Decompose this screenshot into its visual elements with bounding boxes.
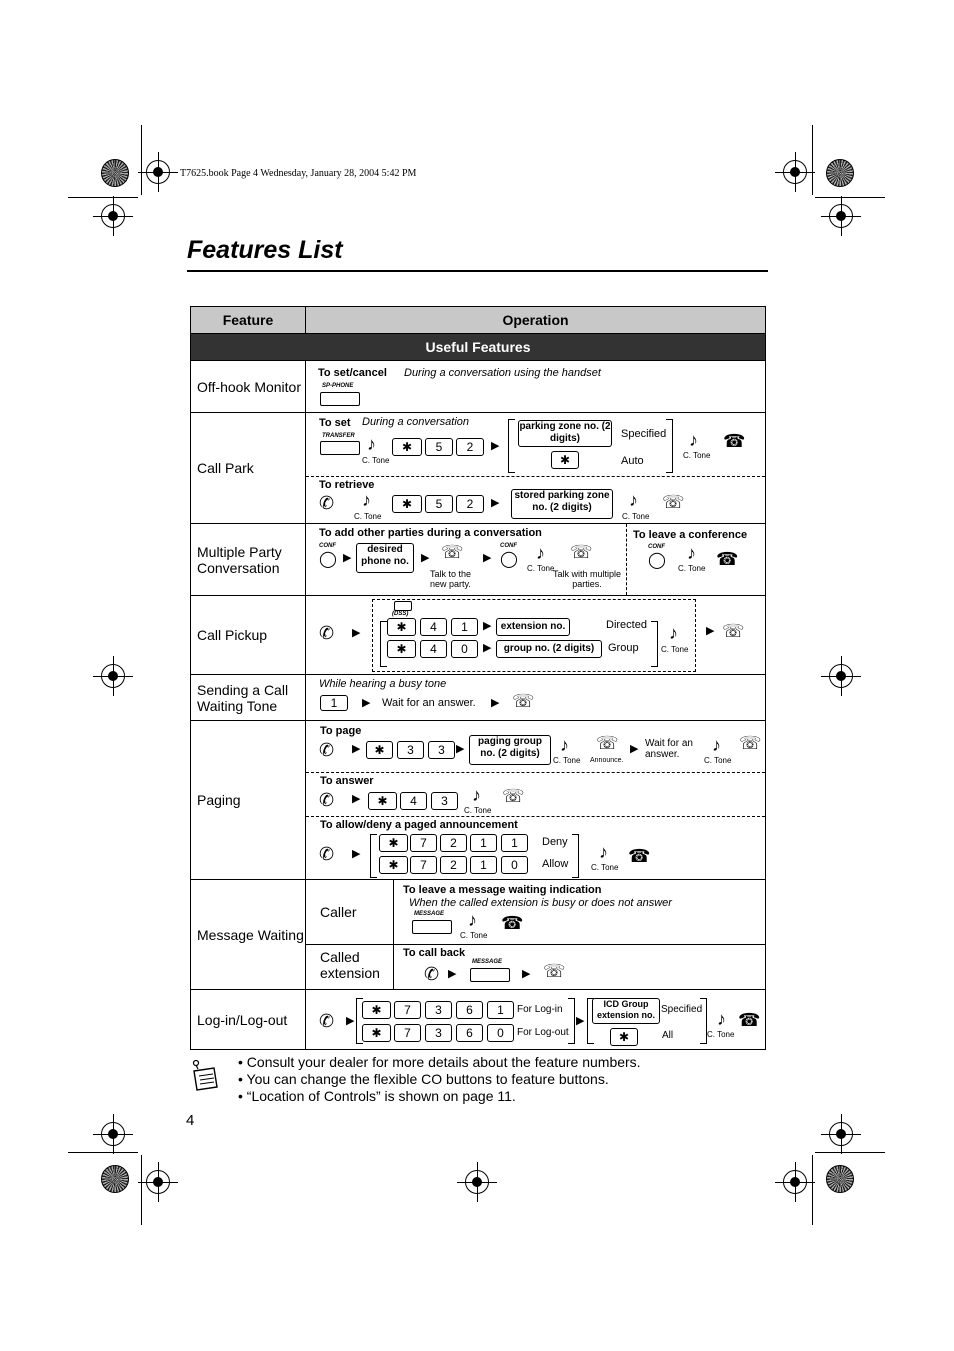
talk-icon: ☏ bbox=[739, 733, 762, 753]
registration-sunburst bbox=[101, 159, 129, 187]
registration-target bbox=[783, 160, 807, 184]
arrow-icon: ▶ bbox=[491, 697, 500, 709]
music-note-icon: ♪ bbox=[687, 543, 696, 563]
parking-zone-box: parking zone no. (2 digits) bbox=[518, 420, 612, 447]
key-star: ✱ bbox=[379, 856, 408, 874]
c-tone-label: C. Tone bbox=[591, 863, 619, 872]
music-note-icon: ♪ bbox=[669, 623, 678, 643]
dashed-separator bbox=[306, 476, 765, 477]
music-note-icon: ♪ bbox=[599, 842, 608, 862]
bracket bbox=[651, 621, 658, 667]
key-6: 6 bbox=[456, 1001, 483, 1019]
key-star: ✱ bbox=[392, 438, 422, 456]
arrow-icon: ▶ bbox=[483, 642, 492, 654]
registration-target bbox=[101, 664, 125, 688]
key-star: ✱ bbox=[362, 1024, 391, 1042]
feature-name: Paging bbox=[191, 721, 306, 880]
instruction-note: When the called extension is busy or does not answer bbox=[409, 897, 672, 909]
page-title: Features List bbox=[187, 236, 343, 264]
handset-on-hook-icon: ☎ bbox=[738, 1010, 761, 1030]
key-1: 1 bbox=[470, 834, 497, 852]
arrow-icon: ▶ bbox=[352, 627, 361, 639]
handset-off-hook-icon: ✆ bbox=[319, 493, 335, 513]
handset-off-hook-icon: ✆ bbox=[319, 1011, 335, 1031]
registration-target bbox=[101, 204, 125, 228]
page-number: 4 bbox=[186, 1112, 195, 1129]
dashed-separator bbox=[626, 524, 627, 595]
arrow-icon: ▶ bbox=[491, 497, 500, 509]
key-1: 1 bbox=[501, 834, 528, 852]
talk-icon: ☏ bbox=[596, 733, 619, 753]
music-note-icon: ♪ bbox=[712, 735, 721, 755]
c-tone-label: C. Tone bbox=[704, 756, 732, 765]
transfer-button bbox=[320, 441, 360, 455]
option-label: For Log-in bbox=[517, 1004, 563, 1015]
feature-name: Call Pickup bbox=[191, 596, 306, 675]
key-7: 7 bbox=[394, 1024, 421, 1042]
music-note-icon: ♪ bbox=[472, 785, 481, 805]
button-label: CONF bbox=[319, 543, 336, 549]
bracket bbox=[666, 419, 673, 473]
crop-mark bbox=[815, 1152, 885, 1153]
operation-cell bbox=[306, 413, 766, 524]
arrow-icon: ▶ bbox=[421, 552, 430, 564]
key-2: 2 bbox=[440, 834, 467, 852]
instruction-label: To allow/deny a paged announcement bbox=[320, 819, 518, 831]
key-1: 1 bbox=[320, 695, 348, 711]
key-star: ✱ bbox=[551, 451, 579, 469]
column-header-feature: Feature bbox=[191, 307, 306, 334]
key-3: 3 bbox=[397, 741, 424, 759]
key-5: 5 bbox=[425, 438, 453, 456]
music-note-icon: ♪ bbox=[362, 490, 371, 510]
feature-name: Message Waiting bbox=[191, 880, 306, 990]
c-tone-label: C. Tone bbox=[553, 756, 581, 765]
crop-mark bbox=[812, 125, 813, 195]
instruction-note: During a conversation bbox=[362, 416, 470, 428]
instruction-label: To retrieve bbox=[319, 479, 375, 491]
c-tone-label: C. Tone bbox=[661, 645, 689, 654]
operation-cell bbox=[306, 596, 766, 675]
operation-cell bbox=[306, 675, 766, 721]
sub-row-label: Caller bbox=[320, 904, 357, 920]
notepad-icon bbox=[190, 1059, 220, 1091]
note-line: • Consult your dealer for more details about the feature numbers. bbox=[238, 1054, 641, 1070]
option-label: For Log-out bbox=[517, 1027, 569, 1038]
talk-icon: ☏ bbox=[512, 691, 535, 711]
c-tone-label: C. Tone bbox=[622, 512, 650, 521]
talk-icon: ☏ bbox=[502, 786, 525, 806]
operation-cell bbox=[306, 721, 766, 880]
handset-off-hook-icon: ✆ bbox=[319, 740, 335, 760]
key-5: 5 bbox=[425, 495, 453, 513]
arrow-icon: ▶ bbox=[522, 968, 531, 980]
button-label: MESSAGE bbox=[414, 911, 445, 917]
title-rule bbox=[187, 270, 768, 272]
key-7: 7 bbox=[410, 834, 437, 852]
option-label: Allow bbox=[542, 858, 569, 870]
message-button bbox=[412, 920, 452, 934]
crop-mark bbox=[68, 1152, 138, 1153]
key-0: 0 bbox=[451, 640, 478, 658]
icd-group-box: ICD Group extension no. bbox=[592, 998, 660, 1024]
registration-target bbox=[146, 160, 170, 184]
instruction-label: To set/cancel bbox=[318, 367, 387, 379]
talk-icon: ☏ bbox=[662, 492, 685, 512]
feature-name: Off-hook Monitor bbox=[191, 361, 306, 413]
sub-divider-horizontal bbox=[306, 944, 765, 945]
key-star: ✱ bbox=[362, 1001, 391, 1019]
arrow-icon: ▶ bbox=[483, 620, 492, 632]
crop-mark bbox=[141, 1155, 142, 1225]
talk-icon: ☏ bbox=[441, 542, 464, 562]
caption: Talk to the new party. bbox=[430, 569, 472, 589]
arrow-icon: ▶ bbox=[362, 697, 371, 709]
arrow-icon: ▶ bbox=[352, 848, 361, 860]
dss-button bbox=[394, 601, 412, 611]
arrow-icon: ▶ bbox=[630, 743, 639, 755]
registration-target bbox=[101, 1122, 125, 1146]
arrow-icon: ▶ bbox=[483, 552, 492, 564]
handset-off-hook-icon: ✆ bbox=[424, 964, 440, 984]
arrow-icon: ▶ bbox=[352, 743, 361, 755]
key-7: 7 bbox=[394, 1001, 421, 1019]
c-tone-label: C. Tone bbox=[683, 451, 711, 460]
stored-zone-box: stored parking zone no. (2 digits) bbox=[511, 489, 613, 519]
music-note-icon: ♪ bbox=[468, 910, 477, 930]
c-tone-label: C. Tone bbox=[362, 456, 390, 465]
registration-sunburst bbox=[826, 159, 854, 187]
key-0: 0 bbox=[487, 1024, 514, 1042]
instruction-label: To set bbox=[319, 417, 351, 429]
key-star: ✱ bbox=[368, 792, 397, 810]
registration-target bbox=[829, 664, 853, 688]
feature-name: Sending a Call Waiting Tone bbox=[191, 675, 306, 721]
crop-mark bbox=[815, 197, 885, 198]
key-1: 1 bbox=[451, 618, 478, 636]
arrow-icon: ▶ bbox=[706, 625, 715, 637]
arrow-icon: ▶ bbox=[352, 793, 361, 805]
bracket bbox=[572, 834, 579, 878]
paging-group-box: paging group no. (2 digits) bbox=[469, 735, 551, 765]
bracket bbox=[568, 998, 575, 1044]
file-info-header: T7625.book Page 4 Wednesday, January 28, 2004 5:42 PM bbox=[180, 168, 417, 179]
handset-on-hook-icon: ☎ bbox=[628, 846, 651, 866]
operation-cell bbox=[306, 524, 766, 596]
music-note-icon: ♪ bbox=[629, 490, 638, 510]
operation-cell bbox=[306, 880, 766, 990]
bracket bbox=[700, 998, 707, 1044]
key-0: 0 bbox=[501, 856, 528, 874]
c-tone-label: C. Tone bbox=[707, 1030, 735, 1039]
button-label: MESSAGE bbox=[472, 959, 503, 965]
instruction-label: To leave a conference bbox=[633, 529, 748, 541]
registration-sunburst bbox=[826, 1165, 854, 1193]
instruction-label: To answer bbox=[320, 775, 374, 787]
key-2: 2 bbox=[440, 856, 467, 874]
sub-divider-vertical bbox=[393, 880, 394, 989]
key-7: 7 bbox=[410, 856, 437, 874]
key-4: 4 bbox=[400, 792, 427, 810]
option-label: Directed bbox=[606, 619, 647, 631]
section-header: Useful Features bbox=[191, 334, 766, 361]
instruction-text: Wait for an answer. bbox=[382, 697, 476, 709]
arrow-icon: ▶ bbox=[448, 968, 457, 980]
talk-icon: ☏ bbox=[722, 621, 745, 641]
c-tone-label: C. Tone bbox=[460, 931, 488, 940]
key-1: 1 bbox=[487, 1001, 514, 1019]
operation-cell bbox=[306, 361, 766, 413]
key-star: ✱ bbox=[379, 834, 408, 852]
crop-mark bbox=[141, 125, 142, 195]
key-3: 3 bbox=[428, 741, 455, 759]
registration-target bbox=[465, 1170, 489, 1194]
handset-on-hook-icon: ☎ bbox=[716, 549, 739, 569]
bracket bbox=[380, 621, 387, 667]
instruction-label: To page bbox=[320, 725, 362, 737]
handset-off-hook-icon: ✆ bbox=[319, 623, 335, 643]
key-3: 3 bbox=[425, 1001, 452, 1019]
key-6: 6 bbox=[456, 1024, 483, 1042]
key-3: 3 bbox=[431, 792, 458, 810]
music-note-icon: ♪ bbox=[717, 1009, 726, 1029]
feature-name: Log-in/Log-out bbox=[191, 990, 306, 1050]
c-tone-label: C. Tone bbox=[354, 512, 382, 521]
feature-name: Multiple Party Conversation bbox=[191, 524, 306, 596]
note-line: • You can change the flexible CO buttons to feature buttons. bbox=[238, 1071, 609, 1087]
arrow-icon: ▶ bbox=[346, 1015, 355, 1027]
key-4: 4 bbox=[420, 640, 447, 658]
music-note-icon: ♪ bbox=[560, 735, 569, 755]
crop-mark bbox=[68, 197, 138, 198]
conf-button-icon: ◯ bbox=[319, 551, 337, 568]
column-header-operation: Operation bbox=[306, 307, 766, 334]
button-label: (DSS) bbox=[392, 611, 409, 617]
instruction-note: During a conversation using the handset bbox=[404, 367, 601, 379]
dashed-separator bbox=[306, 772, 765, 773]
talk-icon: ☏ bbox=[543, 961, 566, 981]
registration-target bbox=[146, 1170, 170, 1194]
message-button bbox=[470, 968, 510, 982]
arrow-icon: ▶ bbox=[343, 552, 352, 564]
feature-name: Call Park bbox=[191, 413, 306, 524]
option-label: All bbox=[662, 1030, 674, 1041]
key-star: ✱ bbox=[392, 495, 422, 513]
operation-cell bbox=[306, 990, 766, 1050]
group-number-box: group no. (2 digits) bbox=[496, 640, 602, 658]
button-label: SP-PHONE bbox=[322, 383, 354, 389]
key-2: 2 bbox=[456, 438, 484, 456]
desired-phone-box: desired phone no. bbox=[356, 543, 414, 573]
instruction-label: To add other parties during a conversation bbox=[319, 527, 542, 539]
registration-target bbox=[829, 1122, 853, 1146]
option-label: Group bbox=[608, 642, 639, 654]
arrow-icon: ▶ bbox=[491, 440, 500, 452]
button-label: CONF bbox=[500, 543, 517, 549]
key-star: ✱ bbox=[610, 1028, 638, 1046]
key-2: 2 bbox=[456, 495, 484, 513]
option-label: Specified bbox=[661, 1004, 703, 1015]
key-4: 4 bbox=[420, 618, 447, 636]
music-note-icon: ♪ bbox=[689, 430, 698, 450]
instruction-label: To call back bbox=[403, 947, 466, 959]
bracket bbox=[508, 419, 515, 473]
talk-icon: ☏ bbox=[570, 542, 593, 562]
conf-button-icon: ◯ bbox=[648, 552, 666, 569]
features-table bbox=[190, 306, 766, 1050]
sub-row-label: Called extension bbox=[320, 949, 380, 981]
c-tone-label: C. Tone bbox=[678, 564, 706, 573]
bracket bbox=[370, 834, 377, 878]
extension-box: extension no. bbox=[496, 618, 570, 636]
crop-mark bbox=[812, 1155, 813, 1225]
key-3: 3 bbox=[425, 1024, 452, 1042]
option-label: Auto bbox=[621, 455, 644, 467]
registration-target bbox=[829, 204, 853, 228]
key-star: ✱ bbox=[366, 741, 393, 759]
sp-phone-button bbox=[320, 392, 360, 406]
arrow-icon: ▶ bbox=[456, 743, 465, 755]
music-note-icon: ♪ bbox=[367, 434, 376, 454]
key-1: 1 bbox=[470, 856, 497, 874]
registration-sunburst bbox=[101, 1165, 129, 1193]
key-star: ✱ bbox=[387, 640, 416, 658]
dashed-separator bbox=[306, 816, 765, 817]
c-tone-label: C. Tone bbox=[464, 806, 492, 815]
note-line: • “Location of Controls” is shown on page 11. bbox=[238, 1088, 516, 1104]
caption: Talk with multiple parties. bbox=[552, 569, 622, 589]
option-label: Specified bbox=[621, 428, 667, 440]
key-star: ✱ bbox=[387, 618, 416, 636]
handset-off-hook-icon: ✆ bbox=[319, 790, 335, 810]
c-tone-label: C. Tone bbox=[527, 564, 555, 573]
instruction-note: While hearing a busy tone bbox=[319, 678, 447, 690]
handset-off-hook-icon: ✆ bbox=[319, 844, 335, 864]
instruction-text: Wait for an answer. bbox=[645, 738, 693, 760]
registration-target bbox=[783, 1170, 807, 1194]
handset-on-hook-icon: ☎ bbox=[723, 431, 746, 451]
announce-label: Announce. bbox=[590, 757, 624, 764]
conf-button-icon: ◯ bbox=[500, 551, 518, 568]
handset-on-hook-icon: ☎ bbox=[501, 913, 524, 933]
button-label: CONF bbox=[648, 544, 665, 550]
instruction-label: To leave a message waiting indication bbox=[403, 884, 602, 896]
arrow-icon: ▶ bbox=[576, 1015, 585, 1027]
button-label: TRANSFER bbox=[322, 433, 355, 439]
option-label: Deny bbox=[542, 836, 568, 848]
music-note-icon: ♪ bbox=[536, 543, 545, 563]
